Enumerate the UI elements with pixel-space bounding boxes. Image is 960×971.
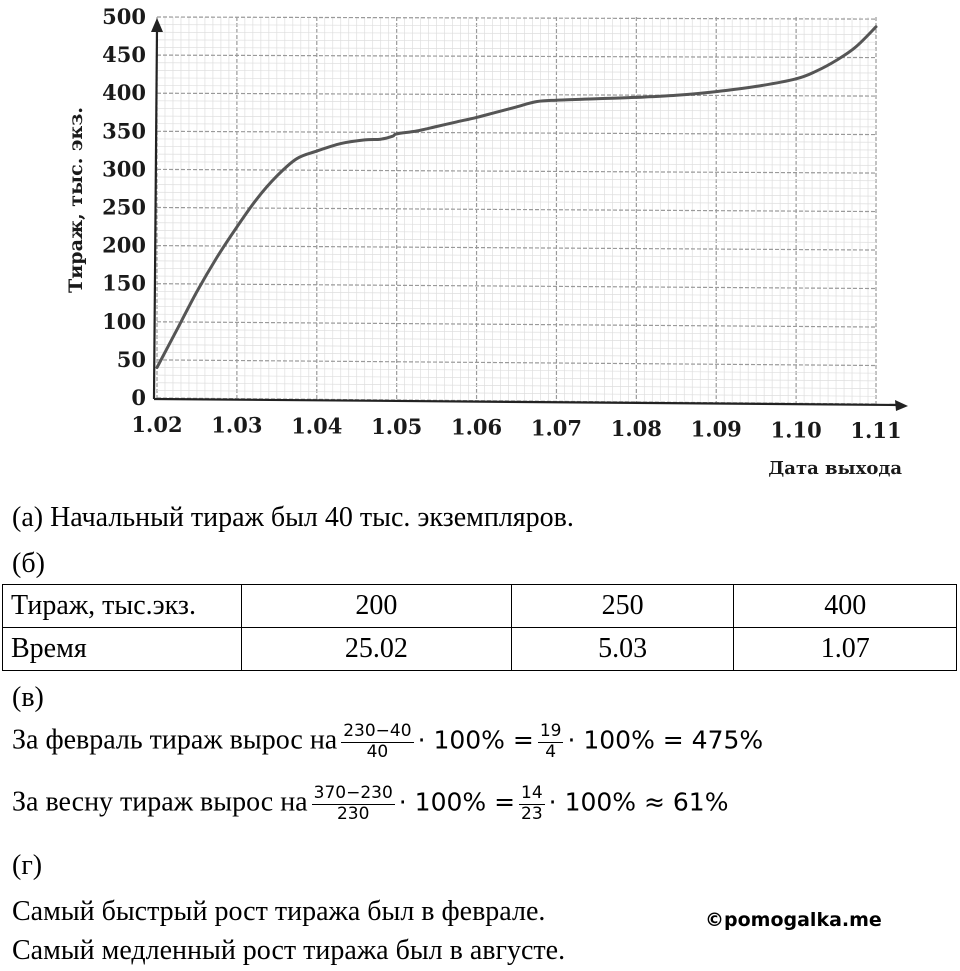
y-tick-label: 0 [131,385,146,410]
february-fraction-1 [341,722,413,762]
fraction-numerator: 19 [539,721,562,741]
y-tick-label: 150 [102,270,146,296]
x-tick-label: 1.09 [690,416,742,442]
x-axis-label: Дата выхода [768,458,902,479]
chart-axes [151,18,908,411]
y-tick-label: 50 [116,346,146,372]
part-a-text: (а) Начальный тираж был 40 тыс. экземпляров. [12,502,574,533]
fraction-numerator: 370−230 [313,783,393,803]
fastest-growth-text: Самый быстрый рост тиража был в феврале. [12,896,546,927]
answer-table [2,584,957,671]
y-axis-label: Тираж, тыс. экз. [65,107,87,293]
february-growth-line [12,722,763,762]
y-tick-label: 450 [102,42,146,68]
fraction-numerator: 230−40 [343,721,412,741]
part-v-label: (в) [12,682,44,713]
spring-growth-line [12,784,728,824]
table-cell: 1.07 [734,628,957,671]
part-g-label: (г) [12,850,43,881]
table-cell: 200 [242,585,512,628]
fraction-denominator: 4 [545,741,557,762]
table-cell: Тираж, тыс.экз. [3,585,242,628]
y-tick-label: 400 [102,80,146,106]
spring-fraction-2 [519,784,545,824]
x-tick-label: 1.10 [770,417,822,443]
spring-growth-prefix: За весну тираж вырос на [12,786,308,818]
x-tick-label: 1.06 [450,414,503,440]
y-tick-label: 200 [102,232,146,258]
y-tick-label: 250 [102,194,146,220]
table-row [3,585,957,628]
table-cell: 5.03 [511,628,734,671]
x-tick-labels [131,412,901,443]
x-tick-label: 1.11 [850,418,902,443]
february-multiplier: · 100% = [417,725,534,755]
february-result: · 100% = 475% [567,725,764,755]
february-fraction-2 [538,722,564,762]
slowest-growth-text: Самый медленный рост тиража был в августе. [12,935,566,966]
chart-grid [157,17,876,404]
y-tick-label: 500 [102,4,146,29]
watermark: ©pomogalka.me [705,909,882,931]
table-cell: 400 [734,585,957,628]
february-growth-prefix: За февраль тираж вырос на [12,724,338,756]
y-axis-arrow [151,18,163,32]
x-tick-label: 1.07 [530,415,583,441]
spring-result: · 100% ≈ 61% [548,787,729,817]
x-tick-label: 1.05 [371,414,423,439]
y-tick-label: 350 [102,118,146,144]
table-cell: 25.02 [242,628,512,671]
x-tick-label: 1.08 [610,416,662,441]
table-row [3,628,957,671]
table-cell: Время [3,628,242,671]
fraction-denominator: 23 [521,803,543,824]
part-b-label: (б) [12,548,45,579]
fraction-numerator: 14 [521,783,543,803]
table-cell: 250 [511,585,734,628]
y-tick-label: 100 [102,308,146,334]
x-tick-label: 1.02 [131,412,183,437]
x-tick-label: 1.04 [291,413,343,439]
x-axis-arrow [895,400,908,411]
y-tick-labels [102,4,146,410]
fraction-denominator: 230 [336,803,370,824]
spring-multiplier: · 100% = [398,787,516,817]
fraction-denominator: 40 [366,741,389,762]
x-tick-label: 1.03 [211,412,263,438]
y-tick-label: 300 [102,156,146,182]
spring-fraction-1 [312,784,395,824]
